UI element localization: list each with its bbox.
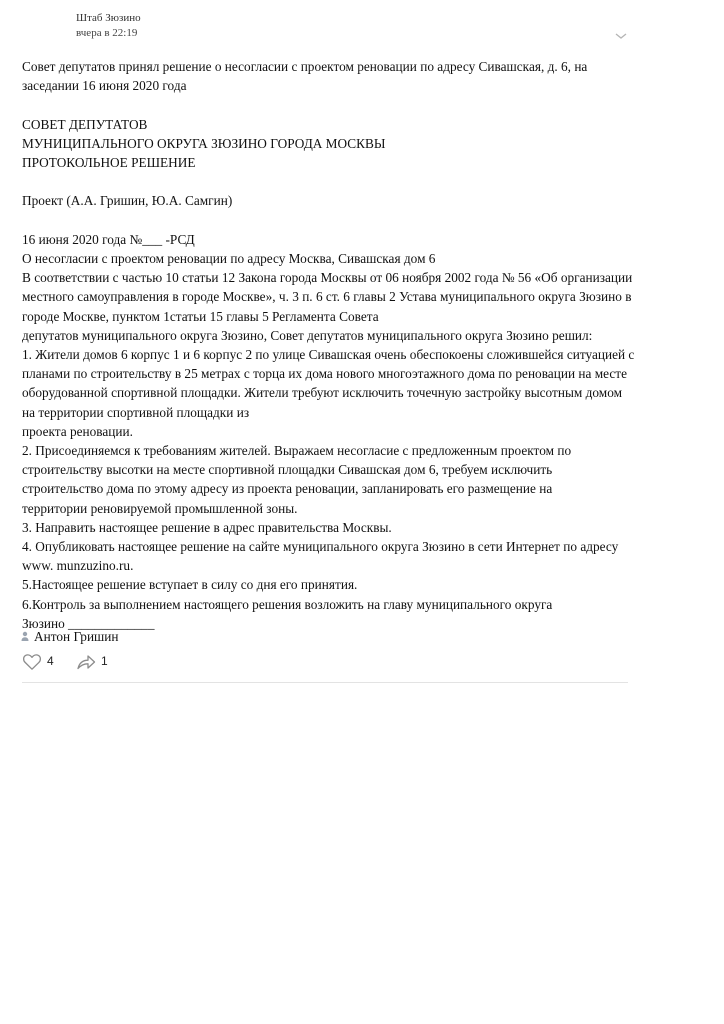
person-icon — [20, 629, 30, 641]
signature-name: Антон Гришин — [34, 629, 119, 644]
share-count: 1 — [101, 654, 108, 668]
like-button[interactable] — [22, 651, 62, 673]
body-line: 6.Контроль за выполнением настоящего решения возложить на главу муниципального округа — [22, 596, 553, 612]
heading-line: МУНИЦИПАЛЬНОГО ОКРУГА ЗЮЗИНО ГОРОДА МОСКВЫ — [22, 135, 386, 151]
share-button[interactable] — [76, 651, 112, 673]
body-line: на территории спортивной площадки из — [22, 404, 250, 420]
heading-line: ПРОТОКОЛЬНОЕ РЕШЕНИЕ — [22, 155, 196, 170]
post-header — [76, 12, 636, 42]
body-line: депутатов муниципального округа Зюзино, Совет депутатов муниципального округа Зюзино решил: — [22, 327, 593, 343]
like-count: 4 — [47, 654, 54, 668]
divider — [22, 682, 628, 683]
post-text — [22, 57, 634, 633]
body-line: В соответствии с частью 10 статьи 12 Закона города Москвы от 06 ноября 2002 года № 56 «Об организации — [22, 270, 633, 286]
body-line: местного самоуправления в городе Москве», ч. 3 п. 6 ст. 6 главы 2 Устава муниципального округа Зюзино в — [22, 289, 632, 305]
body-line: планами по строительству в 25 метрах с торца их дома нового многоэтажного дома по реновации на месте — [22, 366, 627, 382]
author-name[interactable]: Штаб Зюзино — [76, 12, 141, 24]
body-line: www. munzuzino.ru. — [22, 558, 134, 574]
body-line: строительству высотки на месте спортивной площадки Сивашская дом 6, требуем исключить — [22, 462, 553, 478]
body-line: территории реновируемой промышленной зоны. — [22, 500, 298, 516]
body-line: Зюзино _____________ — [22, 615, 155, 631]
body-line: городе Москве, пунктом 1статьи 15 главы 5 Регламента Совета — [22, 308, 379, 324]
body-line: оборудованной спортивной площадки. Жители требуют исключить точечную застройку высотным домом — [22, 385, 623, 401]
post-time[interactable]: вчера в 22:19 — [76, 27, 138, 39]
heading-line: СОВЕТ ДЕПУТАТОВ — [22, 116, 148, 132]
body-line: О несогласии с проектом реновации по адресу Москва, Сивашская дом 6 — [22, 250, 436, 266]
body-line: 5.Настоящее решение вступает в силу со дня его принятия. — [22, 577, 358, 593]
body-line: 4. Опубликовать настоящее решение на сайте муниципального округа Зюзино в сети Интернет по адресу — [22, 539, 619, 555]
lead-line: Совет депутатов принял решение о несогласии с проектом реновации по адресу Сивашская, д. 6, на — [22, 59, 588, 74]
project-line: Проект (А.А. Гришин, Ю.А. Самгин) — [22, 193, 233, 209]
chevron-down-icon[interactable] — [614, 28, 628, 38]
share-icon — [76, 653, 96, 671]
signature-link[interactable] — [20, 628, 119, 646]
body-line: строительство дома по этому адресу из проекта реновации, запланировать его размещение на — [22, 481, 553, 497]
body-line: 16 июня 2020 года №___ -РСД — [22, 231, 195, 247]
heart-icon — [22, 653, 42, 671]
lead-line: заседании 16 июня 2020 года — [22, 78, 187, 94]
body-line: 1. Жители домов 6 корпус 1 и 6 корпус 2 по улице Сивашская очень обеспокоены сложившейся ситуацией с — [22, 347, 635, 362]
body-line: 2. Присоединяемся к требованиям жителей. Выражаем несогласие с предложенным проектом по — [22, 443, 572, 459]
body-line: проекта реновации. — [22, 423, 133, 439]
body-line: 3. Направить настоящее решение в адрес правительства Москвы. — [22, 519, 392, 535]
